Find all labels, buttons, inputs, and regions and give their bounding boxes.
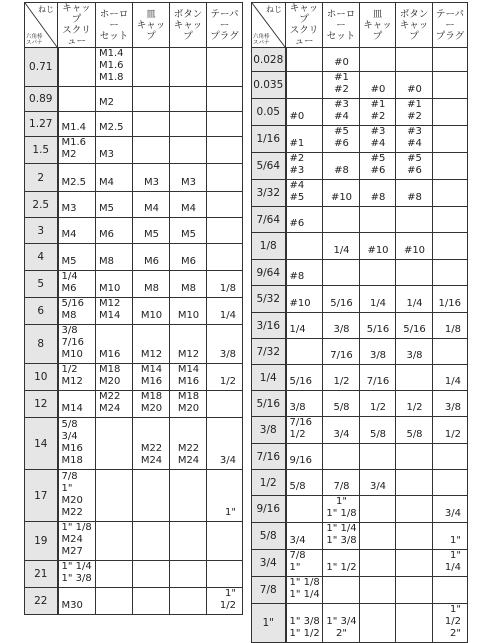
screw-size-cell xyxy=(58,48,96,87)
screw-size-cell: #1 #2 xyxy=(323,72,360,99)
hex-key-size-cell: 10 xyxy=(25,364,58,391)
screw-size-cell: M1.6 M2 xyxy=(58,137,96,164)
screw-size-cell: M8 xyxy=(133,271,170,298)
screw-size-cell xyxy=(96,561,133,588)
screw-size-cell xyxy=(170,48,207,87)
table-row xyxy=(25,192,243,218)
screw-size-cell: 1/4 xyxy=(323,233,360,260)
screw-size-cell: M4 xyxy=(58,218,96,244)
screw-size-cell: M8 xyxy=(170,271,207,298)
screw-size-cell: 7/16 1/2 xyxy=(286,417,323,444)
screw-size-cell xyxy=(396,470,433,496)
table-row xyxy=(252,444,468,470)
screw-size-cell xyxy=(323,444,360,470)
screw-size-cell: #8 xyxy=(286,260,323,286)
screw-size-cell xyxy=(170,87,207,112)
screw-size-cell: 1/4 xyxy=(286,313,323,339)
screw-size-cell: M12 xyxy=(170,325,207,364)
screw-size-cell: 1/4 xyxy=(433,365,468,391)
table-row xyxy=(25,298,243,325)
screw-size-cell: 1" 3/4 2" xyxy=(323,604,360,643)
screw-size-cell: M18 M20 xyxy=(170,391,207,418)
table-row xyxy=(25,391,243,418)
screw-size-cell xyxy=(207,522,243,561)
screw-size-cell xyxy=(396,496,433,523)
screw-size-cell: 1" 3/8 1" 1/2 xyxy=(286,604,323,643)
screw-size-cell xyxy=(396,260,433,286)
screw-size-cell: #1 #2 xyxy=(396,99,433,126)
hex-key-size-cell: 0.028 xyxy=(252,48,286,72)
table-row xyxy=(252,417,468,444)
screw-size-cell: 1/2 xyxy=(360,391,396,417)
hex-key-size-cell: 3/32 xyxy=(252,180,286,207)
hex-key-size-cell: 1/2 xyxy=(252,470,286,496)
hex-key-size-cell: 5 xyxy=(25,271,58,298)
screw-size-cell xyxy=(396,207,433,233)
screw-size-cell: #0 xyxy=(360,72,396,99)
screw-size-cell: 1/4 xyxy=(207,298,243,325)
screw-size-cell xyxy=(433,260,468,286)
screw-size-cell xyxy=(96,418,133,470)
screw-size-cell: 3/8 xyxy=(396,339,433,365)
screw-size-cell xyxy=(207,218,243,244)
screw-size-cell: 5/8 xyxy=(323,391,360,417)
hex-key-size-cell: 19 xyxy=(25,522,58,561)
screw-size-cell: M4 xyxy=(96,164,133,192)
screw-size-cell xyxy=(286,339,323,365)
hex-key-size-cell: 7/8 xyxy=(252,577,286,604)
hex-key-size-cell: 21 xyxy=(25,561,58,588)
screw-size-cell xyxy=(170,561,207,588)
screw-size-cell: M5 xyxy=(133,218,170,244)
screw-size-cell xyxy=(360,523,396,550)
screw-size-cell xyxy=(207,391,243,418)
screw-size-cell xyxy=(433,153,468,180)
screw-size-cell: 1/8 xyxy=(207,271,243,298)
screw-size-cell xyxy=(360,207,396,233)
table-row xyxy=(25,87,243,112)
hex-key-size-cell: 14 xyxy=(25,418,58,470)
col-header-flat-cap: 皿 キャップ xyxy=(133,3,170,48)
screw-size-cell xyxy=(396,523,433,550)
screw-size-cell xyxy=(207,112,243,137)
hex-key-size-cell: 9/64 xyxy=(252,260,286,286)
screw-size-cell: 3/8 xyxy=(286,391,323,417)
screw-size-cell xyxy=(133,112,170,137)
hex-key-size-cell: 3/8 xyxy=(252,417,286,444)
screw-size-cell: M16 xyxy=(96,325,133,364)
screw-size-cell: 3/4 xyxy=(360,470,396,496)
screw-size-cell xyxy=(286,496,323,523)
hex-key-size-cell: 5/32 xyxy=(252,286,286,313)
screw-size-cell xyxy=(433,72,468,99)
screw-size-cell: #8 xyxy=(360,180,396,207)
hex-key-size-cell: 1.27 xyxy=(25,112,58,137)
table-row xyxy=(25,470,243,522)
hex-key-size-cell: 1/8 xyxy=(252,233,286,260)
table-row xyxy=(252,523,468,550)
table-row xyxy=(25,364,243,391)
screw-size-cell: M12 xyxy=(133,325,170,364)
screw-size-cell: #4 #5 xyxy=(286,180,323,207)
hex-key-size-cell: 12 xyxy=(25,391,58,418)
screw-size-cell: 1" 1/2 2" xyxy=(433,604,468,643)
screw-size-cell xyxy=(207,561,243,588)
screw-size-cell xyxy=(396,48,433,72)
screw-size-cell: 1/2 xyxy=(396,391,433,417)
screw-size-cell: 3/4 xyxy=(323,417,360,444)
screw-size-cell xyxy=(323,207,360,233)
screw-size-cell xyxy=(170,137,207,164)
table-row xyxy=(252,72,468,99)
hex-key-size-cell: 5/64 xyxy=(252,153,286,180)
screw-size-cell: 7/8 xyxy=(323,470,360,496)
screw-size-cell xyxy=(433,444,468,470)
screw-size-cell: M3 xyxy=(96,137,133,164)
screw-size-cell: M10 xyxy=(133,298,170,325)
screw-size-cell xyxy=(360,48,396,72)
screw-size-cell xyxy=(133,522,170,561)
screw-size-cell xyxy=(396,577,433,604)
screw-size-cell: 3/8 xyxy=(207,325,243,364)
screw-size-cell: M5 xyxy=(58,244,96,271)
screw-size-cell: M4 xyxy=(170,192,207,218)
screw-size-cell: M6 xyxy=(170,244,207,271)
table-row xyxy=(252,260,468,286)
screw-size-cell: M10 xyxy=(96,271,133,298)
screw-size-cell: 3/4 xyxy=(433,496,468,523)
screw-size-cell: #0 xyxy=(286,99,323,126)
screw-size-cell xyxy=(396,444,433,470)
table-row xyxy=(25,588,243,615)
corner-label-thread: ねじ xyxy=(266,5,282,14)
corner-header xyxy=(25,3,58,48)
screw-size-cell xyxy=(360,550,396,577)
screw-size-cell: #2 #3 xyxy=(286,153,323,180)
table-row xyxy=(252,470,468,496)
table-row xyxy=(252,496,468,523)
screw-size-cell xyxy=(433,233,468,260)
table-row xyxy=(252,339,468,365)
screw-size-cell xyxy=(433,470,468,496)
screw-size-cell: 1/2 xyxy=(323,365,360,391)
screw-size-cell: #0 xyxy=(396,72,433,99)
screw-size-cell: M4 xyxy=(133,192,170,218)
screw-size-cell xyxy=(323,577,360,604)
screw-size-cell: M14 xyxy=(58,391,96,418)
screw-size-cell: 3/8 xyxy=(323,313,360,339)
screw-size-cell: 1" 1/8 M24 M27 xyxy=(58,522,96,561)
screw-size-cell: 1" xyxy=(207,470,243,522)
hex-key-size-cell: 0.71 xyxy=(25,48,58,87)
screw-size-cell xyxy=(360,577,396,604)
screw-size-cell xyxy=(58,87,96,112)
screw-size-cell: 7/16 xyxy=(323,339,360,365)
table-row xyxy=(25,112,243,137)
hex-key-size-cell: 1/16 xyxy=(252,126,286,153)
screw-size-cell xyxy=(207,137,243,164)
table-row xyxy=(252,577,468,604)
table-row xyxy=(25,325,243,364)
table-row xyxy=(252,604,468,643)
col-header-taper-plug: テーパー プラグ xyxy=(207,3,243,48)
table-row xyxy=(252,550,468,577)
hex-key-size-cell: 0.035 xyxy=(252,72,286,99)
screw-size-cell xyxy=(396,365,433,391)
hex-key-size-cell: 5/16 xyxy=(252,391,286,417)
screw-size-cell: 1" 1" 1/8 xyxy=(323,496,360,523)
screw-size-cell: M2 xyxy=(96,87,133,112)
table-row xyxy=(252,313,468,339)
table-row xyxy=(25,522,243,561)
table-row xyxy=(252,207,468,233)
screw-size-cell xyxy=(170,522,207,561)
screw-size-cell: #10 xyxy=(396,233,433,260)
table-row xyxy=(252,391,468,417)
screw-size-cell: #5 #6 xyxy=(360,153,396,180)
corner-label-hex-key: 六角棒 スパナ xyxy=(26,34,43,46)
screw-size-cell: M10 xyxy=(170,298,207,325)
screw-size-cell: #10 xyxy=(323,180,360,207)
table-row xyxy=(252,233,468,260)
screw-size-cell: M3 xyxy=(133,164,170,192)
hex-key-size-cell: 17 xyxy=(25,470,58,522)
screw-size-cell: 1" xyxy=(433,523,468,550)
screw-size-cell: #5 #6 xyxy=(396,153,433,180)
screw-size-cell: #8 xyxy=(396,180,433,207)
screw-size-cell xyxy=(433,126,468,153)
hex-key-size-cell: 3/16 xyxy=(252,313,286,339)
col-header-set-screw: ホーロー セット xyxy=(323,3,360,48)
hex-key-size-cell: 1" xyxy=(252,604,286,643)
table-row xyxy=(25,48,243,87)
screw-size-cell: M12 M14 xyxy=(96,298,133,325)
screw-size-cell: 1/2 M12 xyxy=(58,364,96,391)
screw-size-cell: M22 M24 xyxy=(133,418,170,470)
col-header-set-screw: ホーロー セット xyxy=(96,3,133,48)
screw-size-cell: #1 #2 xyxy=(360,99,396,126)
screw-size-cell: 5/16 xyxy=(396,313,433,339)
screw-size-cell xyxy=(96,588,133,615)
screw-size-cell xyxy=(207,164,243,192)
screw-size-cell: #6 xyxy=(286,207,323,233)
screw-size-cell: M3 xyxy=(58,192,96,218)
table-row xyxy=(25,137,243,164)
table-row xyxy=(25,418,243,470)
screw-size-cell: M18 M20 xyxy=(133,391,170,418)
screw-size-cell: 3/8 xyxy=(360,339,396,365)
screw-size-cell xyxy=(433,207,468,233)
screw-size-cell xyxy=(286,72,323,99)
screw-size-cell xyxy=(96,470,133,522)
screw-size-cell xyxy=(207,192,243,218)
hex-key-size-cell: 6 xyxy=(25,298,58,325)
screw-size-cell: 1" 1/2 xyxy=(207,588,243,615)
hex-key-size-cell: 9/16 xyxy=(252,496,286,523)
screw-size-cell: 7/16 xyxy=(360,365,396,391)
screw-size-cell xyxy=(433,577,468,604)
screw-size-cell: M5 xyxy=(96,192,133,218)
screw-size-cell xyxy=(170,588,207,615)
screw-size-cell xyxy=(133,561,170,588)
screw-size-cell: M1.4 M1.6 M1.8 xyxy=(96,48,133,87)
screw-size-cell: #1 xyxy=(286,126,323,153)
screw-size-cell xyxy=(433,339,468,365)
table-row xyxy=(25,271,243,298)
screw-size-cell: 5/8 xyxy=(360,417,396,444)
screw-size-cell xyxy=(433,180,468,207)
hex-key-size-cell: 2 xyxy=(25,164,58,192)
screw-size-cell: #10 xyxy=(286,286,323,313)
screw-size-cell xyxy=(96,522,133,561)
hex-key-size-cell: 3 xyxy=(25,218,58,244)
hex-key-size-cell: 7/64 xyxy=(252,207,286,233)
screw-size-cell: M18 M20 xyxy=(96,364,133,391)
screw-size-cell xyxy=(207,244,243,271)
screw-size-cell xyxy=(133,87,170,112)
corner-header xyxy=(252,3,286,48)
table-row xyxy=(252,365,468,391)
screw-size-cell: #0 xyxy=(323,48,360,72)
screw-size-cell: 1" 1/4 1" 3/8 xyxy=(323,523,360,550)
screw-size-cell xyxy=(323,260,360,286)
hex-key-size-cell: 4 xyxy=(25,244,58,271)
col-header-flat-cap: 皿 キャップ xyxy=(360,3,396,48)
screw-size-cell: 3/8 7/16 M10 xyxy=(58,325,96,364)
screw-size-cell: #3 #4 xyxy=(360,126,396,153)
screw-size-cell xyxy=(360,496,396,523)
screw-size-cell: 5/16 xyxy=(323,286,360,313)
screw-size-cell: M14 M16 xyxy=(170,364,207,391)
screw-size-cell xyxy=(133,470,170,522)
screw-size-cell xyxy=(433,48,468,72)
hex-key-size-cell: 2.5 xyxy=(25,192,58,218)
corner-label-thread: ねじ xyxy=(38,5,54,14)
hex-key-size-cell: 1/4 xyxy=(252,365,286,391)
screw-size-cell: M1.4 xyxy=(58,112,96,137)
screw-size-cell: 9/16 xyxy=(286,444,323,470)
screw-size-cell xyxy=(207,87,243,112)
table-row xyxy=(25,561,243,588)
table-row xyxy=(252,48,468,72)
hex-key-size-cell: 0.89 xyxy=(25,87,58,112)
screw-size-cell: 1/2 xyxy=(433,417,468,444)
screw-size-cell: 1" 1/4 xyxy=(433,550,468,577)
hex-key-size-cell: 8 xyxy=(25,325,58,364)
table-row xyxy=(252,153,468,180)
screw-size-cell: 1/4 M6 xyxy=(58,271,96,298)
hex-key-size-cell: 7/16 xyxy=(252,444,286,470)
screw-size-cell: 5/8 xyxy=(286,470,323,496)
table-row xyxy=(25,218,243,244)
screw-size-cell: #8 xyxy=(323,153,360,180)
screw-size-cell: 5/16 M8 xyxy=(58,298,96,325)
screw-size-cell: 3/4 xyxy=(286,523,323,550)
screw-size-cell: 5/8 3/4 M16 M18 xyxy=(58,418,96,470)
screw-size-cell: 7/8 1" xyxy=(286,550,323,577)
screw-size-cell xyxy=(360,444,396,470)
corner-label-hex-key: 六角棒 スパナ xyxy=(253,34,270,46)
screw-size-cell: 1/8 xyxy=(433,313,468,339)
screw-size-cell: #3 #4 xyxy=(396,126,433,153)
screw-size-cell: 5/16 xyxy=(286,365,323,391)
table-row xyxy=(252,126,468,153)
screw-size-cell xyxy=(286,233,323,260)
screw-size-cell: M3 xyxy=(170,164,207,192)
hex-key-size-cell: 5/8 xyxy=(252,523,286,550)
screw-size-cell xyxy=(207,48,243,87)
col-header-button-cap: ボタン キャップ xyxy=(170,3,207,48)
hex-key-size-table-left xyxy=(24,2,243,615)
screw-size-cell: 3/8 xyxy=(433,391,468,417)
table-row xyxy=(252,286,468,313)
screw-size-cell: M5 xyxy=(170,218,207,244)
screw-size-cell: M6 xyxy=(133,244,170,271)
hex-key-size-cell: 0.05 xyxy=(252,99,286,126)
screw-size-cell: 7/8 1" M20 M22 xyxy=(58,470,96,522)
screw-size-cell xyxy=(360,604,396,643)
screw-size-cell xyxy=(133,137,170,164)
screw-size-cell xyxy=(133,588,170,615)
screw-size-cell: 5/16 xyxy=(360,313,396,339)
screw-size-cell: 1" 1/8 1" 1/4 xyxy=(286,577,323,604)
screw-size-cell: #5 #6 xyxy=(323,126,360,153)
screw-size-cell: M14 M16 xyxy=(133,364,170,391)
screw-size-cell xyxy=(170,470,207,522)
screw-size-cell: M22 M24 xyxy=(170,418,207,470)
screw-size-cell xyxy=(396,550,433,577)
col-header-taper-plug: テーパー プラグ xyxy=(433,3,468,48)
table-row xyxy=(252,99,468,126)
screw-size-cell: 5/8 xyxy=(396,417,433,444)
hex-key-size-cell: 1.5 xyxy=(25,137,58,164)
table-row xyxy=(25,244,243,271)
hex-key-size-table-right xyxy=(251,2,468,643)
screw-size-cell: M2.5 xyxy=(58,164,96,192)
screw-size-cell: 1/2 xyxy=(207,364,243,391)
col-header-button-cap: ボタン キャップ xyxy=(396,3,433,48)
screw-size-cell: M2.5 xyxy=(96,112,133,137)
hex-key-size-cell: 7/32 xyxy=(252,339,286,365)
screw-size-cell: #3 #4 xyxy=(323,99,360,126)
hex-key-size-cell: 22 xyxy=(25,588,58,615)
screw-size-cell: M22 M24 xyxy=(96,391,133,418)
screw-size-cell xyxy=(133,48,170,87)
screw-size-cell xyxy=(396,604,433,643)
screw-size-cell xyxy=(433,99,468,126)
screw-size-cell xyxy=(170,112,207,137)
screw-size-cell: M8 xyxy=(96,244,133,271)
col-header-cap-screw: キャップ スクリュー xyxy=(58,3,96,48)
screw-size-cell: 1" 1/4 1" 3/8 xyxy=(58,561,96,588)
screw-size-cell xyxy=(286,48,323,72)
table-row xyxy=(252,180,468,207)
screw-size-cell: #10 xyxy=(360,233,396,260)
screw-size-cell: M6 xyxy=(96,218,133,244)
table-row xyxy=(25,164,243,192)
screw-size-cell: 1" 1/2 xyxy=(323,550,360,577)
screw-size-cell xyxy=(360,260,396,286)
screw-size-cell: 1/4 xyxy=(360,286,396,313)
hex-key-size-cell: 3/4 xyxy=(252,550,286,577)
screw-size-cell: 1/4 xyxy=(396,286,433,313)
screw-size-cell: 1/16 xyxy=(433,286,468,313)
screw-size-cell: 3/4 xyxy=(207,418,243,470)
screw-size-cell: M30 xyxy=(58,588,96,615)
col-header-cap-screw: キャップ スクリュー xyxy=(286,3,323,48)
